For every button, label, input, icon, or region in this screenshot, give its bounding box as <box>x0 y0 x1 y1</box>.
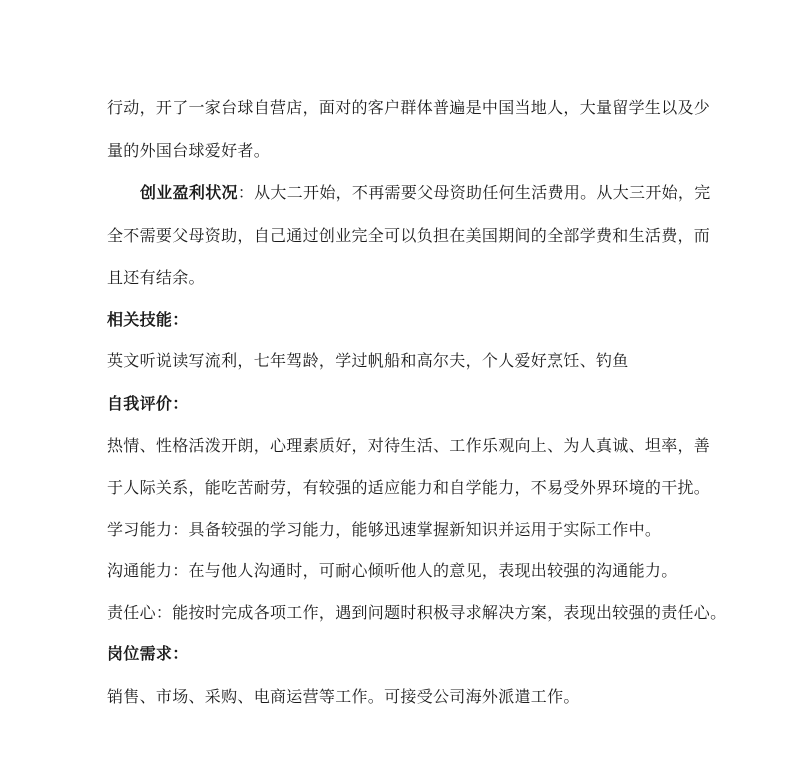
learning-ability: 学习能力：具备较强的学习能力，能够迅速掌握新知识并运用于实际工作中。 <box>107 520 662 539</box>
skills-text: 英文听说读写流利，七年驾龄，学过帆船和高尔夫，个人爱好烹饪、钓鱼 <box>107 351 629 370</box>
job-heading: 岗位需求： <box>107 644 189 663</box>
profit-line-1-text: ：从大二开始，不再需要父母资助任何生活费用。从大三开始，完 <box>237 183 711 202</box>
profit-line-3: 且还有结余。 <box>107 268 205 287</box>
self-eval-line-1: 热情、性格活泼开朗，心理素质好，对待生活、工作乐观向上、为人真诚、坦率，善 <box>107 436 711 455</box>
job-text: 销售、市场、采购、电商运营等工作。可接受公司海外派遣工作。 <box>107 687 580 706</box>
intro-line-1: 行动，开了一家台球自营店，面对的客户群体普遍是中国当地人，大量留学生以及少 <box>107 98 711 117</box>
skills-heading: 相关技能： <box>107 310 189 329</box>
communication-ability: 沟通能力：在与他人沟通时，可耐心倾听他人的意见，表现出较强的沟通能力。 <box>107 561 678 580</box>
profit-line-2: 全不需要父母资助，自己通过创业完全可以负担在美国期间的全部学费和生活费，而 <box>107 226 711 245</box>
profit-label: 创业盈利状况 <box>140 183 238 202</box>
intro-line-2: 量的外国台球爱好者。 <box>107 141 271 160</box>
self-eval-line-2: 于人际关系，能吃苦耐劳，有较强的适应能力和自学能力，不易受外界环境的干扰。 <box>107 478 711 497</box>
profit-paragraph-line-1 <box>140 182 711 204</box>
self-eval-heading: 自我评价： <box>107 394 189 413</box>
responsibility: 责任心：能按时完成各项工作，遇到问题时积极寻求解决方案，表现出较强的责任心。 <box>107 603 727 622</box>
